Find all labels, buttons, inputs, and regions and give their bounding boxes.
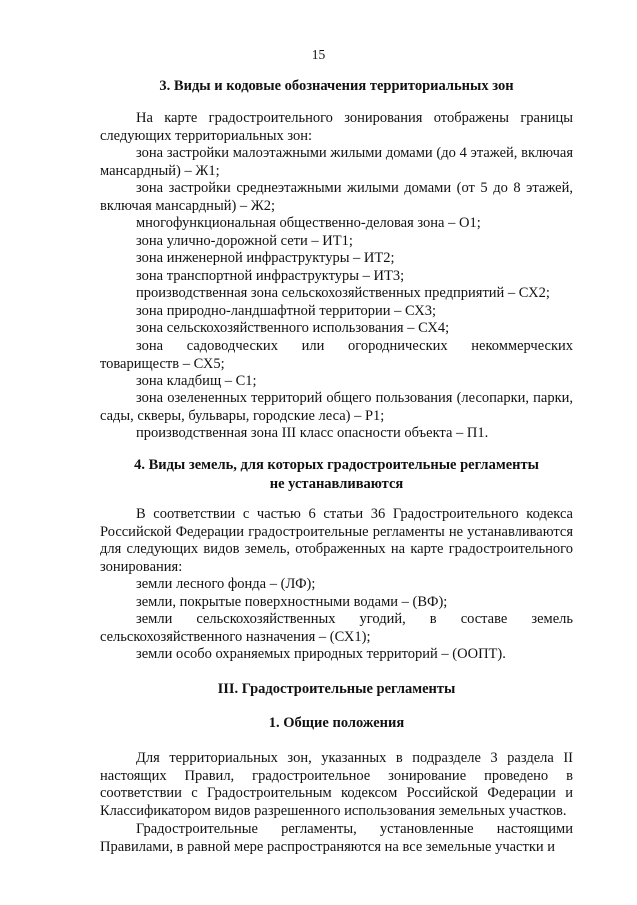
zone-item-zh1: зона застройки малоэтажными жилыми домами (до 4 этажей, включая мансардный) – Ж1; (100, 145, 573, 179)
land-item-vf: земли, покрытые поверхностными водами – (ВФ); (136, 594, 448, 610)
section-3-intro: На карте градостроительного зонирования отображены границы следующих территориальных зон: (100, 110, 573, 144)
land-item-skh1: земли сельскохозяйственных угодий, в составе земель сельскохозяйственного назначения – (СХ1); (100, 611, 573, 645)
general-provisions-para-1: Для территориальных зон, указанных в подразделе 3 раздела II настоящих Правил, градостроительное зонирование проведено в соответствии с Градостроительным кодексом Российской Федерации и Классификатором видов разрешенного использования земельных участков. (100, 750, 573, 819)
zone-item-o1: многофункциональная общественно-деловая зона – О1; (136, 215, 481, 231)
zone-item-it3: зона транспортной инфраструктуры – ИТ3; (136, 268, 405, 284)
part-3-heading: III. Градостроительные регламенты (217, 681, 456, 697)
section-3-heading: 3. Виды и кодовые обозначения территориальных зон (159, 78, 514, 94)
zone-item-zh2: зона застройки среднеэтажными жилыми домами (от 5 до 8 этажей, включая мансардный) – Ж2; (100, 180, 573, 214)
zone-item-p1: производственная зона III класс опасности объекта – П1. (136, 425, 489, 441)
zone-item-it1: зона улично-дорожной сети – ИТ1; (136, 233, 353, 249)
zone-item-skh5: зона садоводческих или огороднических некоммерческих товариществ – СХ5; (100, 338, 573, 372)
zone-item-s1: зона кладбищ – С1; (136, 373, 257, 389)
zone-item-skh4: зона сельскохозяйственного использования – СХ4; (136, 320, 450, 336)
general-provisions-para-2: Градостроительные регламенты, установленные настоящими Правилами, в равной мере распространяются на все земельные участки и (100, 821, 573, 855)
page-number: 15 (311, 47, 326, 62)
land-item-lf: земли лесного фонда – (ЛФ); (136, 576, 316, 592)
zone-item-skh3: зона природно-ландшафтной территории – СХ3; (136, 303, 437, 319)
zone-item-it2: зона инженерной инфраструктуры – ИТ2; (136, 250, 395, 266)
section-4-heading-line1: 4. Виды земель, для которых градостроительные регламенты (134, 457, 539, 473)
general-provisions-heading: 1. Общие положения (268, 715, 405, 731)
land-item-oopt: земли особо охраняемых природных территорий – (ООПТ). (136, 646, 506, 662)
section-4-intro: В соответствии с частью 6 статьи 36 Градостроительного кодекса Российской Федерации градостроительные регламенты не устанавливаются для следующих видов земель, отображенных на карте градостроительного зонирования: (100, 506, 573, 575)
section-4-heading-line2: не устанавливаются (269, 476, 404, 492)
zone-item-r1: зона озелененных территорий общего пользования (лесопарки, парки, сады, скверы, бульвары, городские леса) – Р1; (100, 390, 573, 424)
zone-item-skh2: производственная зона сельскохозяйственных предприятий – СХ2; (136, 285, 550, 301)
